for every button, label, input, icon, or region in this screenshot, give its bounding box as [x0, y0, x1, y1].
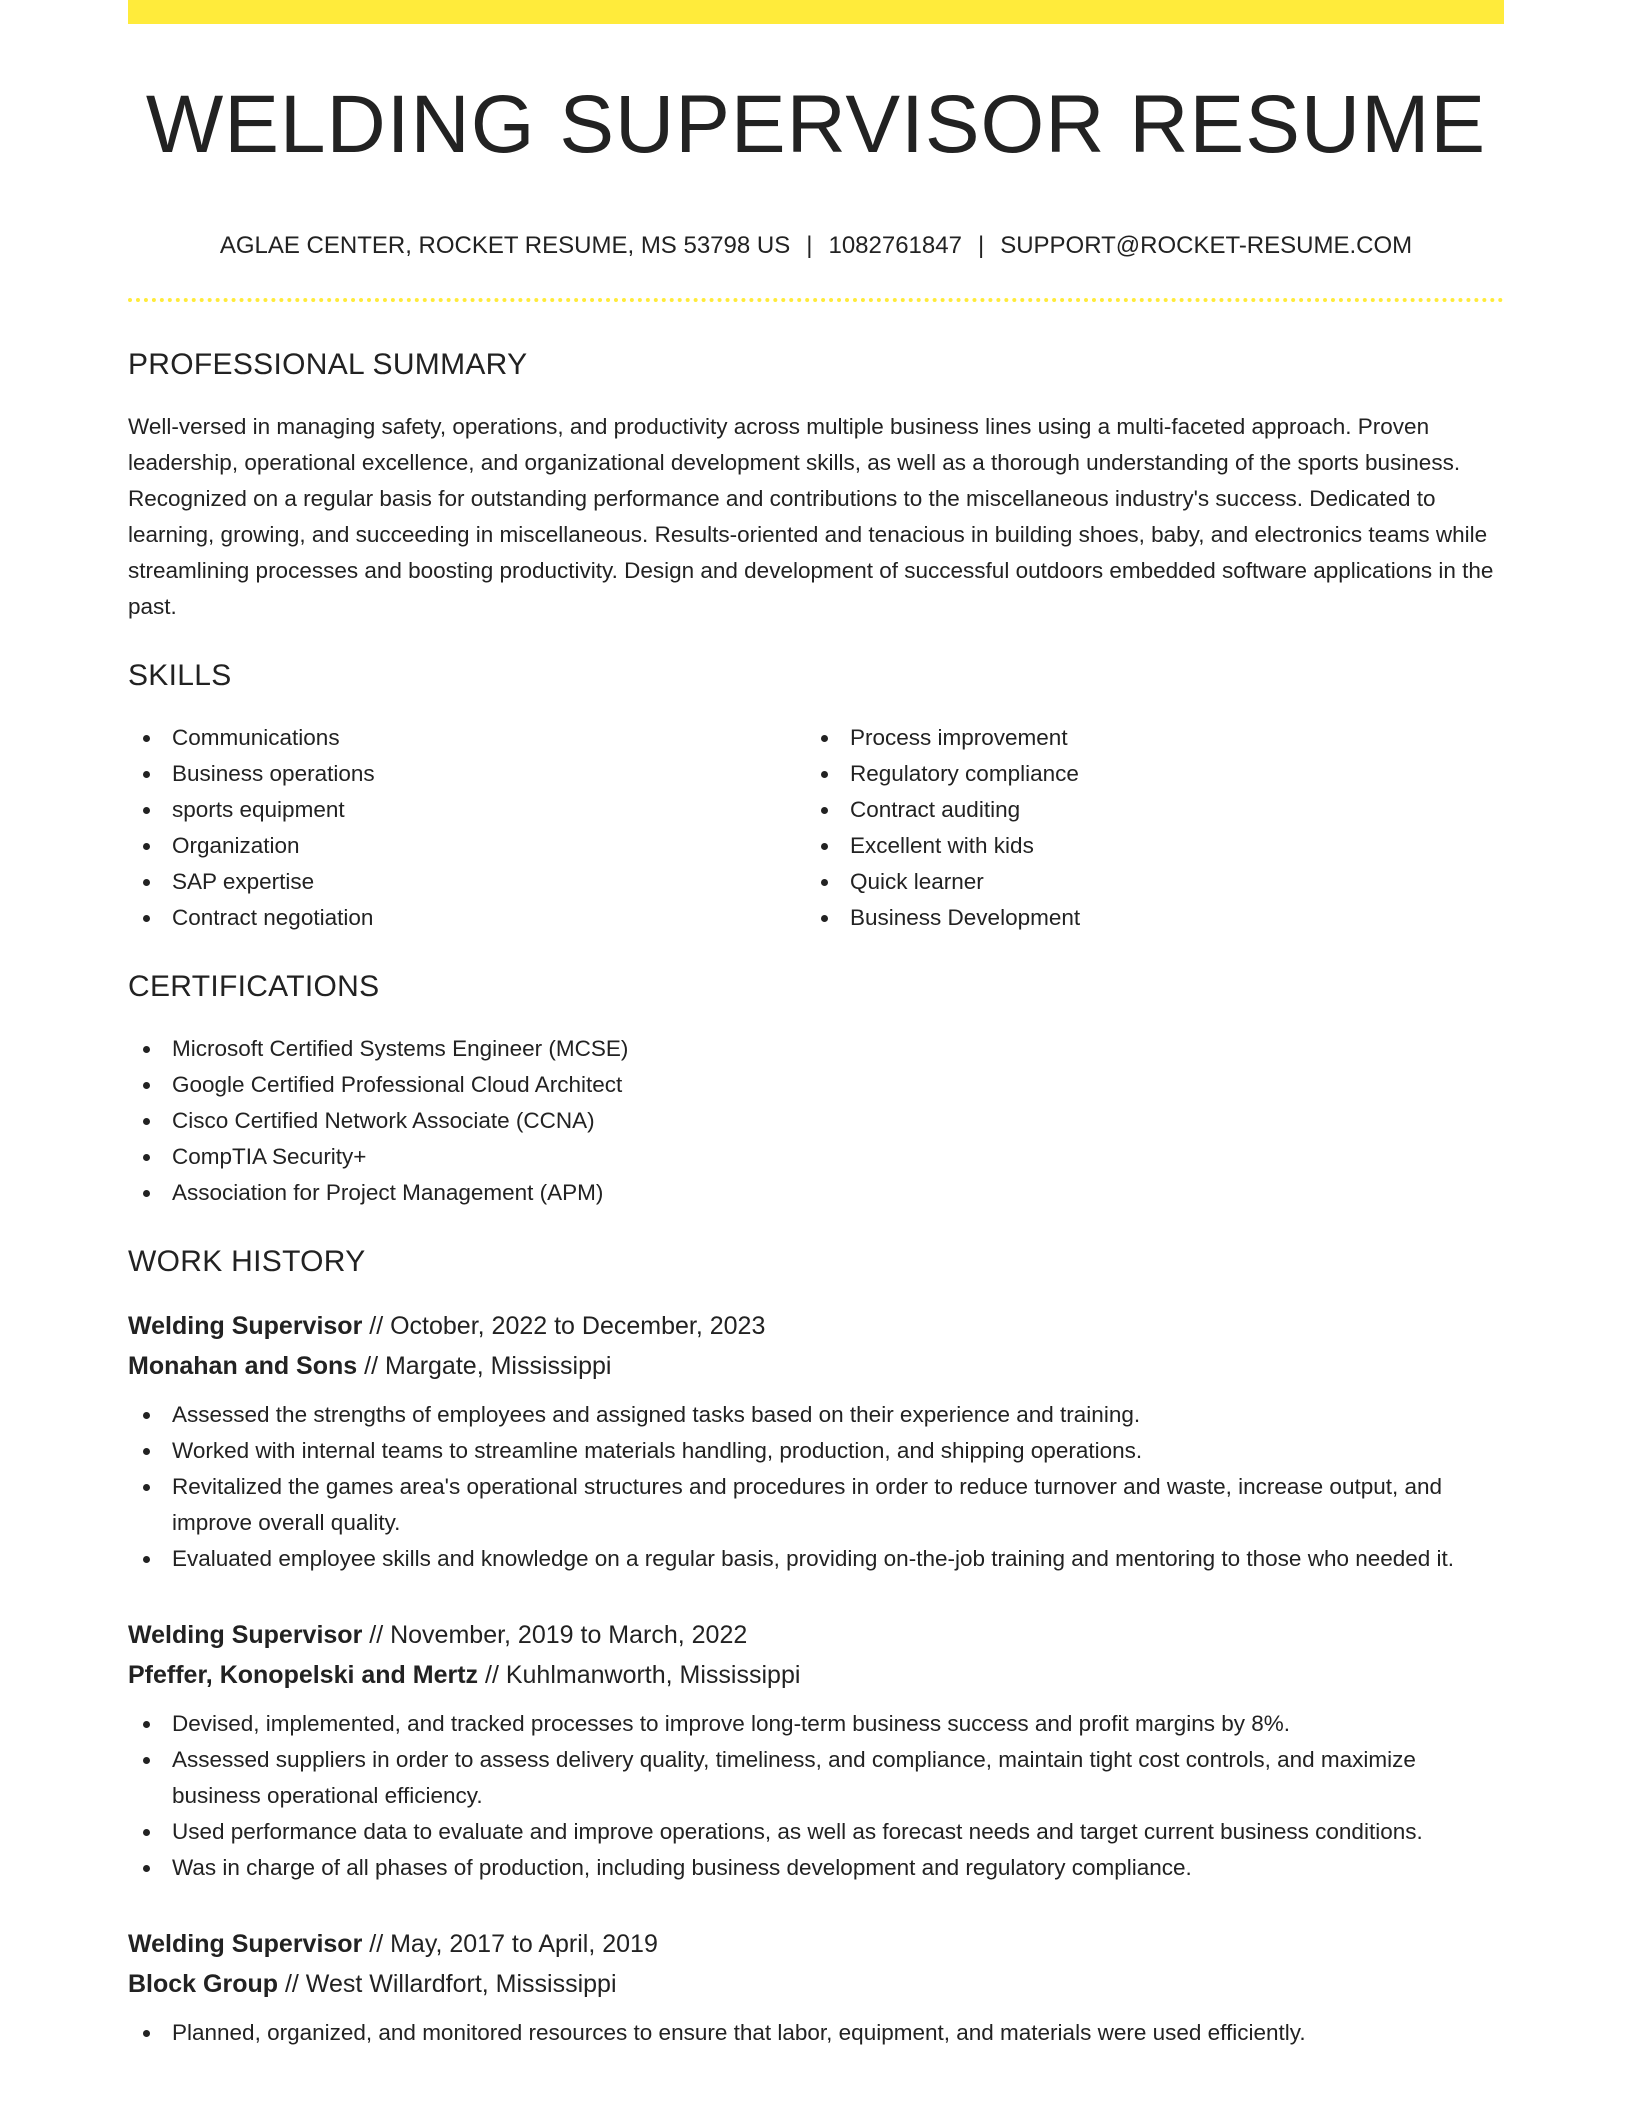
job-dates: // May, 2017 to April, 2019 — [369, 1929, 658, 1958]
job-duty: Planned, organized, and monitored resources to ensure that labor, equipment, and materials were used efficiently. — [128, 2015, 1504, 2051]
summary-heading: PROFESSIONAL SUMMARY — [128, 347, 528, 381]
job-company-line — [128, 1964, 1504, 2004]
skill-item: Quick learner — [806, 864, 1484, 900]
job-location: // West Willardfort, Mississippi — [284, 1969, 617, 1998]
job-location: // Margate, Mississippi — [364, 1351, 612, 1380]
skill-item: Excellent with kids — [806, 828, 1484, 864]
job-duty: Evaluated employee skills and knowledge on a regular basis, providing on-the-job training and mentoring to those who needed it. — [128, 1541, 1504, 1577]
job-title-line — [128, 1615, 1504, 1655]
job-duty: Revitalized the games area's operational structures and procedures in order to reduce turnover and waste, increase output, and improve overall quality. — [128, 1469, 1504, 1541]
job-dates: // October, 2022 to December, 2023 — [369, 1311, 766, 1340]
skills-columns — [128, 720, 1504, 936]
certification-item: Association for Project Management (APM) — [128, 1175, 1504, 1211]
skills-list-right — [806, 720, 1484, 936]
job-title-line — [128, 1306, 1504, 1346]
job-title: Welding Supervisor — [128, 1311, 363, 1340]
skills-heading: SKILLS — [128, 658, 232, 692]
job-duty: Was in charge of all phases of production, including business development and regulatory compliance. — [128, 1850, 1504, 1886]
job-company: Pfeffer, Konopelski and Mertz — [128, 1660, 479, 1689]
certifications-heading: CERTIFICATIONS — [128, 969, 380, 1003]
job-location: // Kuhlmanworth, Mississippi — [485, 1660, 801, 1689]
accent-bar — [128, 0, 1504, 24]
job-duty: Worked with internal teams to streamline materials handling, production, and shipping operations. — [128, 1433, 1504, 1469]
job-duties — [128, 1397, 1504, 1577]
job-duty: Devised, implemented, and tracked processes to improve long-term business success and profit margins by 8%. — [128, 1706, 1504, 1742]
job-entry — [128, 1924, 1504, 2051]
job-title: Welding Supervisor — [128, 1929, 363, 1958]
skill-item: Business Development — [806, 900, 1484, 936]
job-company: Monahan and Sons — [128, 1351, 358, 1380]
job-dates: // November, 2019 to March, 2022 — [369, 1620, 748, 1649]
skill-item: Contract auditing — [806, 792, 1484, 828]
summary-text: Well-versed in managing safety, operations, and productivity across multiple business lines using a multi-faceted approach. Proven leadership, operational excellence, and organizational development skills, as well as a thorough understanding of the sports business. Recognized on a regular basis for outstanding performance and contributions to the miscellaneous industry's success. Dedicated to learning, growing, and succeeding in miscellaneous. Results-oriented and tenacious in building shoes, baby, and electronics teams while streamlining processes and boosting productivity. Design and development of successful outdoors embedded software applications in the past. — [128, 413, 1494, 619]
certification-item: CompTIA Security+ — [128, 1139, 1504, 1175]
job-company-line — [128, 1655, 1504, 1695]
skill-item: Organization — [128, 828, 806, 864]
skill-item: SAP expertise — [128, 864, 806, 900]
job-duty: Used performance data to evaluate and improve operations, as well as forecast needs and target current business conditions. — [128, 1814, 1504, 1850]
contact-phone: 1082761847 — [828, 232, 962, 259]
contact-separator: | — [977, 232, 985, 259]
certifications-list — [128, 1031, 1504, 1211]
job-duties — [128, 2015, 1504, 2051]
job-entry — [128, 1615, 1504, 1886]
skill-item: Process improvement — [806, 720, 1484, 756]
skills-list-left — [128, 720, 806, 936]
contact-email: SUPPORT@ROCKET-RESUME.COM — [1000, 232, 1413, 259]
work-history-heading: WORK HISTORY — [128, 1244, 366, 1278]
job-company: Block Group — [128, 1969, 279, 1998]
certification-item: Microsoft Certified Systems Engineer (MCSE) — [128, 1031, 1504, 1067]
skill-item: Contract negotiation — [128, 900, 806, 936]
skill-item: Regulatory compliance — [806, 756, 1484, 792]
job-company-line — [128, 1346, 1504, 1386]
resume-title: WELDING SUPERVISOR RESUME — [145, 79, 1487, 170]
dotted-divider — [128, 298, 1504, 302]
skill-item: Business operations — [128, 756, 806, 792]
contact-line — [128, 232, 1504, 261]
contact-address: AGLAE CENTER, ROCKET RESUME, MS 53798 US — [219, 232, 791, 259]
job-entry — [128, 1306, 1504, 1577]
contact-separator: | — [806, 232, 813, 259]
skill-item: Communications — [128, 720, 806, 756]
certification-item: Cisco Certified Network Associate (CCNA) — [128, 1103, 1504, 1139]
resume-page — [128, 0, 1504, 2051]
job-title-line — [128, 1924, 1504, 1964]
job-title: Welding Supervisor — [128, 1620, 363, 1649]
job-duty: Assessed the strengths of employees and assigned tasks based on their experience and training. — [128, 1397, 1504, 1433]
skill-item: sports equipment — [128, 792, 806, 828]
certification-item: Google Certified Professional Cloud Architect — [128, 1067, 1504, 1103]
job-duty: Assessed suppliers in order to assess delivery quality, timeliness, and compliance, maintain tight cost controls, and maximize business operational efficiency. — [128, 1742, 1504, 1814]
job-duties — [128, 1706, 1504, 1886]
